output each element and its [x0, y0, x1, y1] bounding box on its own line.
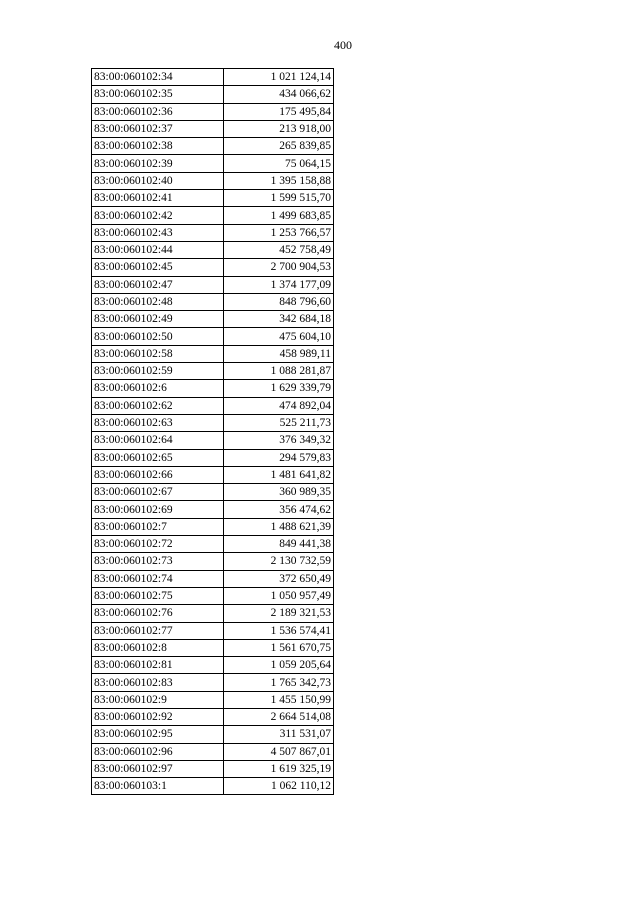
cadastral-value-cell: 1 021 124,14 [224, 69, 334, 86]
cadastral-number-cell: 83:00:060102:37 [92, 120, 224, 137]
cadastral-number-cell: 83:00:060102:7 [92, 518, 224, 535]
cadastral-value-cell: 1 088 281,87 [224, 363, 334, 380]
cadastral-number-cell: 83:00:060102:8 [92, 639, 224, 656]
cadastral-value-cell: 1 619 325,19 [224, 760, 334, 777]
table-row [92, 120, 334, 137]
cadastral-number-cell: 83:00:060102:35 [92, 86, 224, 103]
cadastral-value-cell: 2 700 904,53 [224, 259, 334, 276]
cadastral-number-cell: 83:00:060102:81 [92, 657, 224, 674]
table-row [92, 414, 334, 431]
cadastral-number-cell: 83:00:060102:40 [92, 172, 224, 189]
cadastral-number-cell: 83:00:060102:44 [92, 241, 224, 258]
cadastral-value-cell: 458 989,11 [224, 345, 334, 362]
cadastral-value-cell: 311 531,07 [224, 726, 334, 743]
cadastral-number-cell: 83:00:060102:69 [92, 501, 224, 518]
cadastral-value-cell: 1 253 766,57 [224, 224, 334, 241]
table-row [92, 363, 334, 380]
table-row [92, 466, 334, 483]
table-row [92, 69, 334, 86]
table-row [92, 190, 334, 207]
table-row [92, 760, 334, 777]
cadastral-value-cell: 376 349,32 [224, 432, 334, 449]
table-row [92, 207, 334, 224]
cadastral-number-cell: 83:00:060102:47 [92, 276, 224, 293]
cadastral-value-cell: 372 650,49 [224, 570, 334, 587]
cadastral-number-cell: 83:00:060102:92 [92, 708, 224, 725]
cadastral-value-cell: 1 395 158,88 [224, 172, 334, 189]
cadastral-value-cell: 848 796,60 [224, 293, 334, 310]
cadastral-value-cell: 175 495,84 [224, 103, 334, 120]
cadastral-value-cell: 1 488 621,39 [224, 518, 334, 535]
table-row [92, 553, 334, 570]
cadastral-number-cell: 83:00:060102:58 [92, 345, 224, 362]
cadastral-value-cell: 434 066,62 [224, 86, 334, 103]
cadastral-number-cell: 83:00:060102:74 [92, 570, 224, 587]
cadastral-value-cell: 525 211,73 [224, 414, 334, 431]
table-body [92, 69, 334, 795]
table-row [92, 432, 334, 449]
cadastral-value-cell: 360 989,35 [224, 484, 334, 501]
cadastral-value-cell: 213 918,00 [224, 120, 334, 137]
table-row [92, 622, 334, 639]
table-row [92, 536, 334, 553]
cadastral-value-cell: 294 579,83 [224, 449, 334, 466]
cadastral-value-table [91, 68, 334, 795]
cadastral-value-cell: 1 561 670,75 [224, 639, 334, 656]
table-row [92, 293, 334, 310]
cadastral-number-cell: 83:00:060102:59 [92, 363, 224, 380]
cadastral-value-cell: 1 059 205,64 [224, 657, 334, 674]
table-row [92, 224, 334, 241]
table-row [92, 241, 334, 258]
cadastral-number-cell: 83:00:060102:66 [92, 466, 224, 483]
table-row [92, 172, 334, 189]
cadastral-value-cell: 474 892,04 [224, 397, 334, 414]
cadastral-number-cell: 83:00:060102:62 [92, 397, 224, 414]
cadastral-number-cell: 83:00:060102:34 [92, 69, 224, 86]
cadastral-number-cell: 83:00:060102:9 [92, 691, 224, 708]
cadastral-number-cell: 83:00:060102:72 [92, 536, 224, 553]
table-row [92, 397, 334, 414]
cadastral-value-cell: 1 499 683,85 [224, 207, 334, 224]
cadastral-value-cell: 1 455 150,99 [224, 691, 334, 708]
cadastral-value-cell: 452 758,49 [224, 241, 334, 258]
table-row [92, 518, 334, 535]
cadastral-value-cell: 2 189 321,53 [224, 605, 334, 622]
table-row [92, 743, 334, 760]
table-row [92, 639, 334, 656]
cadastral-number-cell: 83:00:060102:64 [92, 432, 224, 449]
table-row [92, 501, 334, 518]
table-row [92, 138, 334, 155]
cadastral-number-cell: 83:00:060102:83 [92, 674, 224, 691]
cadastral-value-cell: 1 481 641,82 [224, 466, 334, 483]
page-number: 400 [334, 38, 352, 52]
cadastral-number-cell: 83:00:060102:96 [92, 743, 224, 760]
cadastral-number-cell: 83:00:060102:67 [92, 484, 224, 501]
cadastral-value-cell: 1 374 177,09 [224, 276, 334, 293]
cadastral-number-cell: 83:00:060102:43 [92, 224, 224, 241]
cadastral-value-cell: 342 684,18 [224, 311, 334, 328]
cadastral-value-cell: 75 064,15 [224, 155, 334, 172]
table-row [92, 328, 334, 345]
cadastral-number-cell: 83:00:060102:45 [92, 259, 224, 276]
table-row [92, 691, 334, 708]
table-row [92, 155, 334, 172]
cadastral-number-cell: 83:00:060102:41 [92, 190, 224, 207]
cadastral-number-cell: 83:00:060103:1 [92, 778, 224, 795]
cadastral-value-cell: 1 062 110,12 [224, 778, 334, 795]
table-row [92, 587, 334, 604]
cadastral-value-cell: 265 839,85 [224, 138, 334, 155]
table-row [92, 708, 334, 725]
cadastral-value-cell: 475 604,10 [224, 328, 334, 345]
table-row [92, 311, 334, 328]
cadastral-number-cell: 83:00:060102:76 [92, 605, 224, 622]
cadastral-value-cell: 356 474,62 [224, 501, 334, 518]
table-row [92, 449, 334, 466]
cadastral-number-cell: 83:00:060102:65 [92, 449, 224, 466]
cadastral-value-cell: 2 130 732,59 [224, 553, 334, 570]
table-row [92, 345, 334, 362]
table-row [92, 605, 334, 622]
table-row [92, 674, 334, 691]
cadastral-value-cell: 1 765 342,73 [224, 674, 334, 691]
cadastral-number-cell: 83:00:060102:63 [92, 414, 224, 431]
cadastral-number-cell: 83:00:060102:49 [92, 311, 224, 328]
cadastral-value-cell: 2 664 514,08 [224, 708, 334, 725]
cadastral-number-cell: 83:00:060102:50 [92, 328, 224, 345]
table-row [92, 726, 334, 743]
cadastral-number-cell: 83:00:060102:48 [92, 293, 224, 310]
cadastral-number-cell: 83:00:060102:38 [92, 138, 224, 155]
cadastral-number-cell: 83:00:060102:6 [92, 380, 224, 397]
cadastral-value-cell: 849 441,38 [224, 536, 334, 553]
cadastral-number-cell: 83:00:060102:97 [92, 760, 224, 777]
table-row [92, 276, 334, 293]
cadastral-number-cell: 83:00:060102:75 [92, 587, 224, 604]
cadastral-value-cell: 4 507 867,01 [224, 743, 334, 760]
cadastral-value-cell: 1 629 339,79 [224, 380, 334, 397]
table-row [92, 380, 334, 397]
cadastral-number-cell: 83:00:060102:39 [92, 155, 224, 172]
cadastral-value-cell: 1 536 574,41 [224, 622, 334, 639]
cadastral-value-cell: 1 050 957,49 [224, 587, 334, 604]
cadastral-number-cell: 83:00:060102:36 [92, 103, 224, 120]
cadastral-number-cell: 83:00:060102:77 [92, 622, 224, 639]
table-row [92, 778, 334, 795]
table-row [92, 103, 334, 120]
cadastral-number-cell: 83:00:060102:73 [92, 553, 224, 570]
table-row [92, 657, 334, 674]
cadastral-value-cell: 1 599 515,70 [224, 190, 334, 207]
table-row [92, 259, 334, 276]
table-row [92, 86, 334, 103]
cadastral-number-cell: 83:00:060102:95 [92, 726, 224, 743]
table-row [92, 570, 334, 587]
table-row [92, 484, 334, 501]
cadastral-number-cell: 83:00:060102:42 [92, 207, 224, 224]
